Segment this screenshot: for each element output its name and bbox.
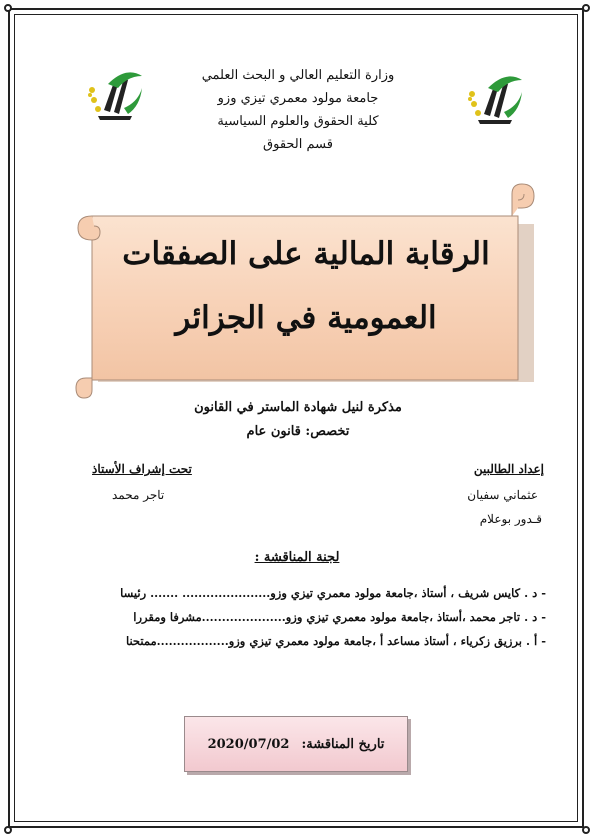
- jury-label: لجنة المناقشة :: [254, 550, 340, 565]
- defense-date-label: تاريخ المناقشة:: [301, 736, 385, 752]
- student-name-2: قـدور بوعلام: [479, 512, 542, 526]
- university-logo-left-icon: [84, 62, 146, 124]
- university-logo-right-icon: [464, 66, 526, 128]
- jury-member-3: - أ . برزيق زكرياء ، أستاذ مساعد أ ،جامعة مولود معمري تيزي وزو..................ممتحنا: [125, 634, 546, 648]
- faculty-name: كلية الحقوق والعلوم السياسية: [217, 114, 379, 129]
- corner-ornament-bottom-left: [4, 826, 12, 834]
- jury-member-1: - د . كايس شريف ، أستاذ ،جامعة مولود معمري تيزي وزو...................... ....... رئيسا: [120, 586, 546, 600]
- students-label: إعداد الطالبين: [473, 462, 544, 476]
- defense-date-value: 2020/07/02: [207, 736, 290, 752]
- corner-ornament-top-right: [582, 4, 590, 12]
- university-name: جامعة مولود معمري تيزي وزو: [217, 91, 379, 106]
- jury-heading: [0, 550, 594, 565]
- corner-ornament-bottom-right: [582, 826, 590, 834]
- institution-header: [150, 64, 446, 156]
- jury-member-2: - د . تاجر محمد ،أستاذ ،جامعة مولود معمري تيزي وزو.....................مشرفا ومقررا: [133, 610, 546, 624]
- specialty-statement: تخصص: قانون عام: [246, 424, 350, 439]
- thesis-title-line-1: الرقابة المالية على الصفقات: [122, 236, 490, 272]
- supervisor-name: تاجر محمد: [112, 488, 165, 502]
- department-name: قسم الحقوق: [263, 137, 333, 152]
- defense-date-box: [184, 716, 408, 772]
- ministry-name: وزارة التعليم العالي و البحث العلمي: [201, 68, 395, 83]
- student-name-1: عثماني سفيان: [467, 488, 538, 502]
- thesis-title-line-2: العمومية في الجزائر: [175, 300, 437, 336]
- thesis-title: [88, 222, 524, 350]
- degree-statement: مذكرة لنيل شهادة الماستر في القانون: [194, 400, 402, 415]
- supervisor-label: تحت إشراف الأستاذ: [92, 462, 192, 476]
- corner-ornament-top-left: [4, 4, 12, 12]
